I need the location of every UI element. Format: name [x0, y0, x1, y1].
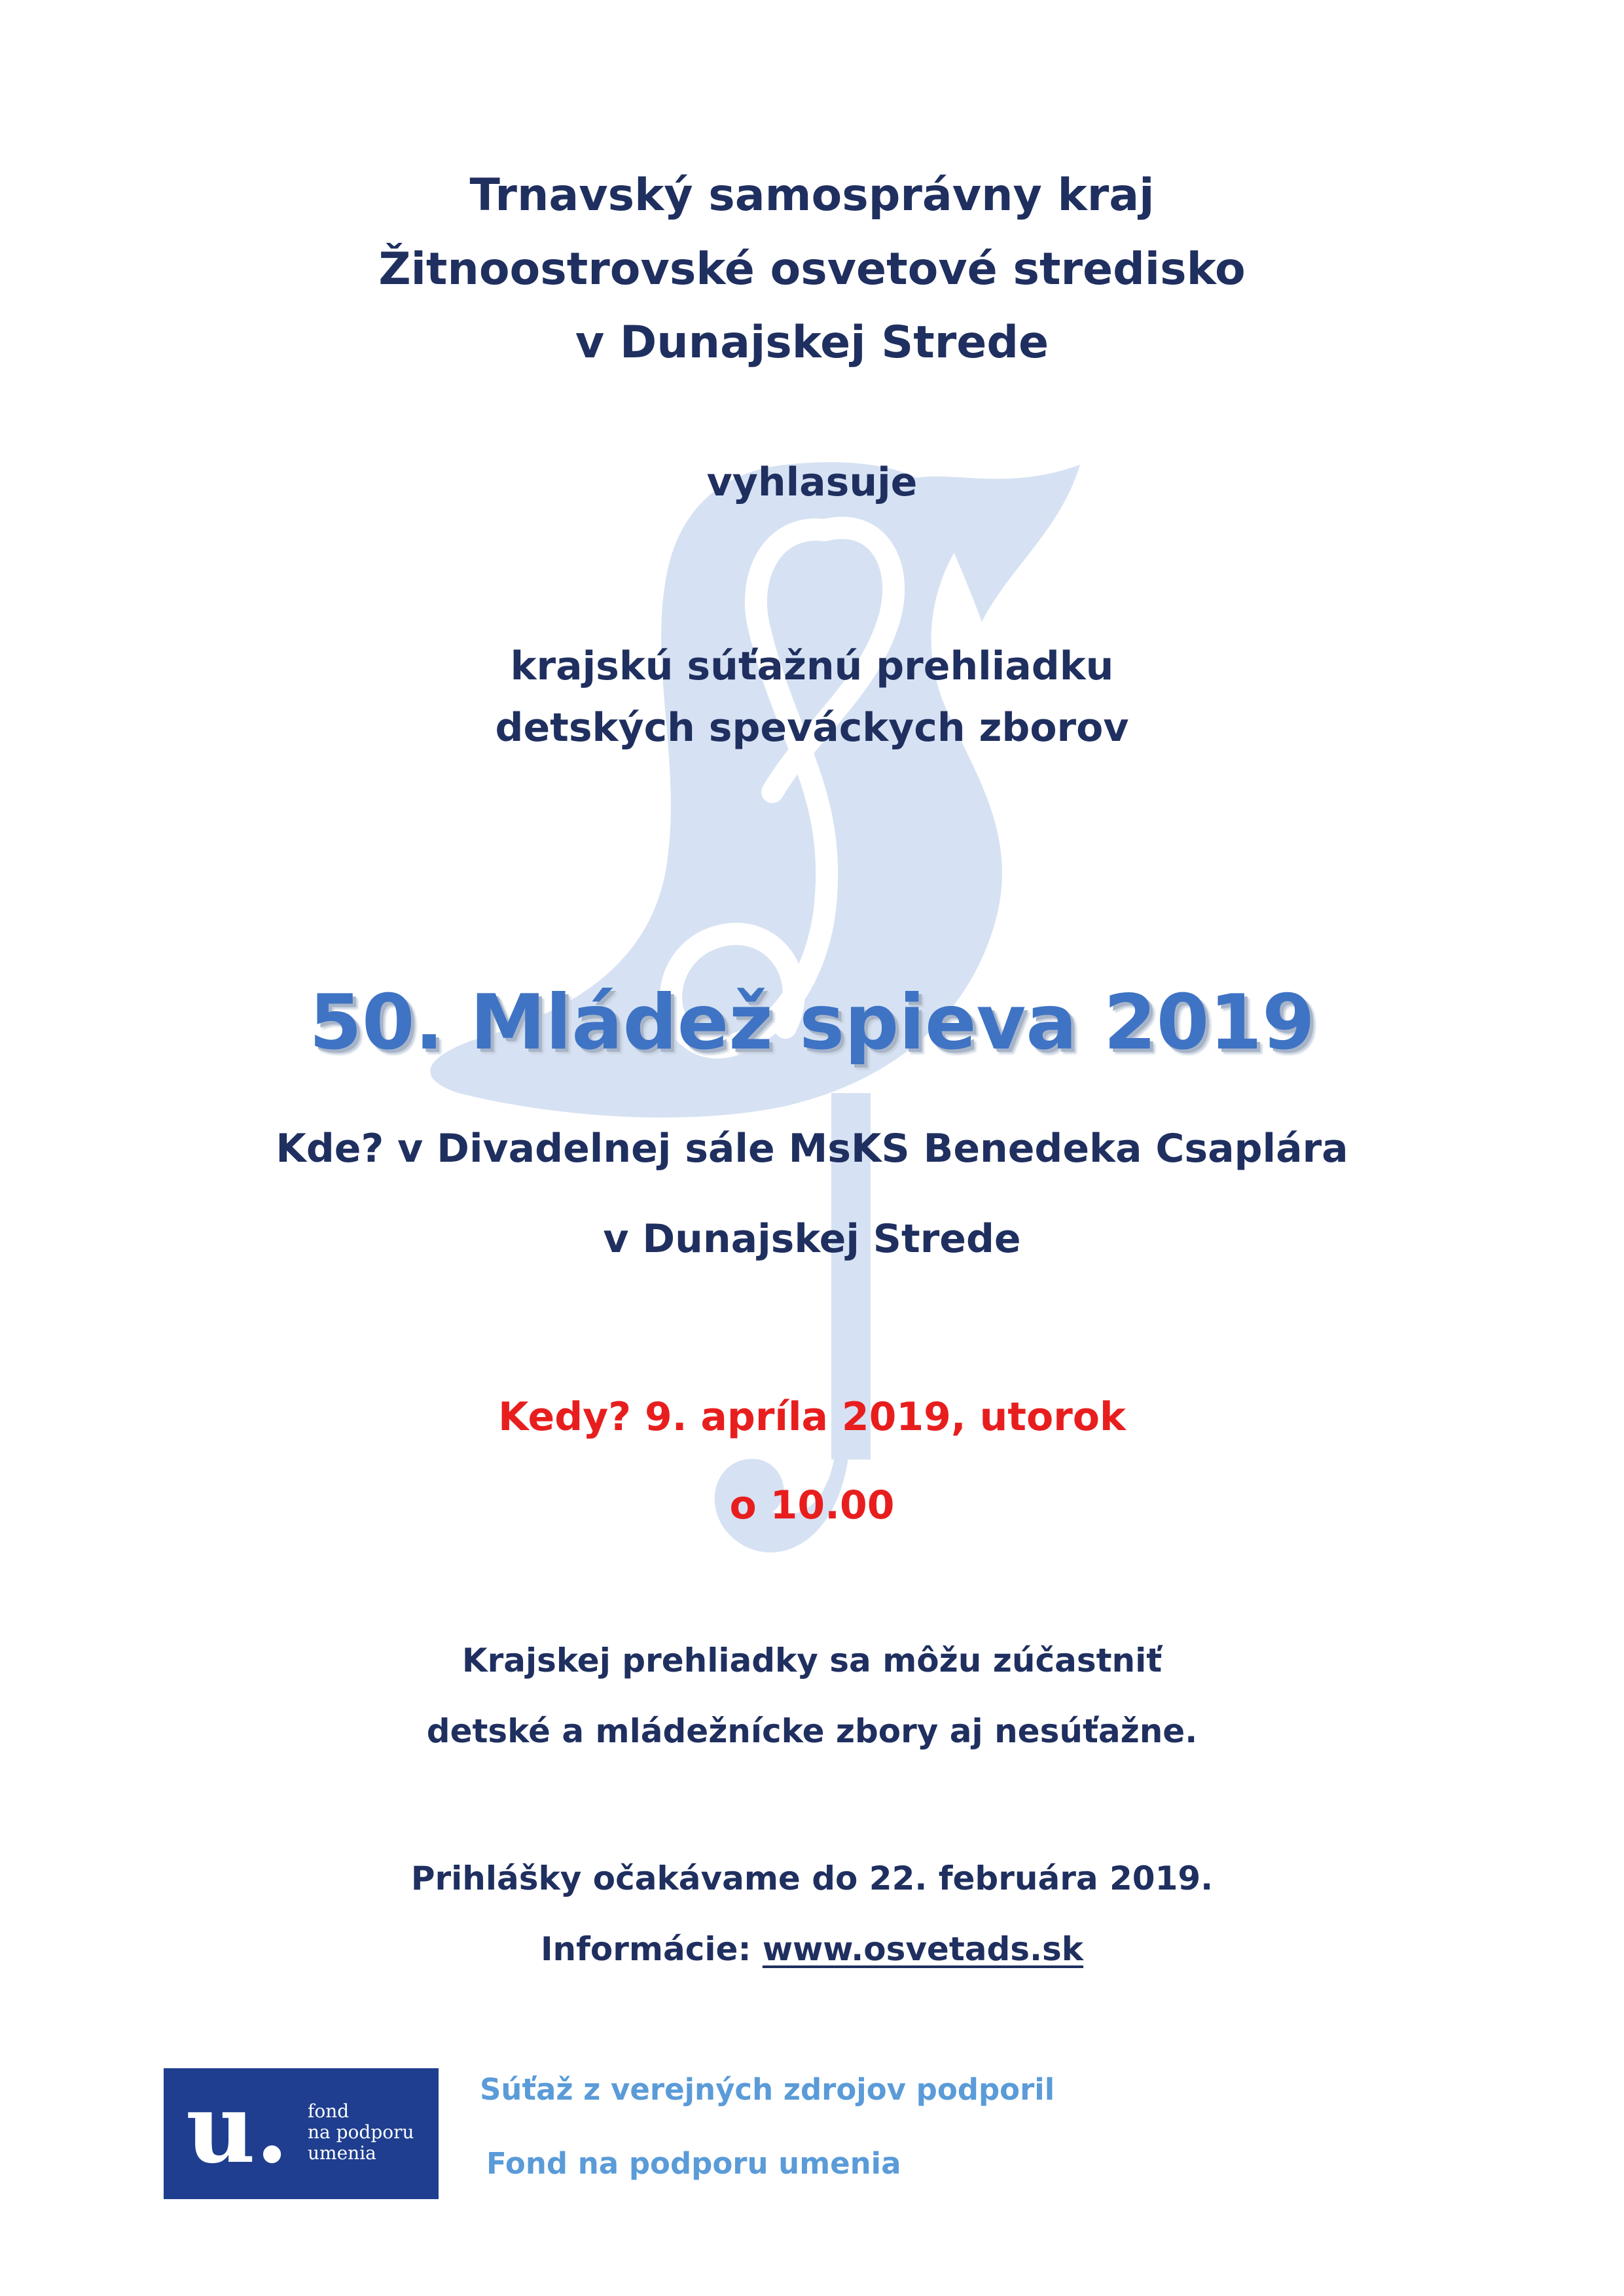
logo-text-line-3: umenia: [308, 2142, 376, 2164]
sponsor-line-1: Súťaž z verejných zdrojov podporil: [480, 2072, 1055, 2107]
event-title: 50. Mládež spieva 2019: [309, 978, 1315, 1067]
logo-text-line-2: na podporu: [308, 2121, 414, 2143]
logo-letter: u.: [186, 2073, 289, 2185]
header-line-2: Žitnoostrovské osvetové stredisko: [378, 243, 1246, 295]
event-when-line-2: o 10.00: [729, 1482, 895, 1528]
sponsor-line-2: Fond na podporu umenia: [486, 2146, 901, 2181]
note-line-2: detské a mládežnícke zbory aj nesúťažne.: [426, 1712, 1198, 1750]
announcement-line-1: krajskú súťažnú prehliadku: [510, 643, 1114, 689]
header-line-3: v Dunajskej Strede: [575, 317, 1049, 368]
info-link[interactable]: www.osvetads.sk: [762, 1930, 1084, 1968]
event-where-line-1: Kde? v Divadelnej sále MsKS Benedeka Csaplára: [276, 1126, 1348, 1172]
fond-logo: [164, 2068, 439, 2199]
registration-deadline: Prihlášky očakávame do 22. februára 2019.: [410, 1859, 1214, 1897]
logo-text: [308, 2101, 414, 2164]
event-where-line-2: v Dunajskej Strede: [603, 1216, 1021, 1262]
info-label: Informácie:: [540, 1930, 763, 1968]
note-line-1: Krajskej prehliadky sa môžu zúčastniť: [461, 1641, 1163, 1679]
logo-text-line-1: fond: [308, 2100, 350, 2122]
announcement-verb: vyhlasuje: [706, 459, 918, 505]
event-when-line-1: Kedy? 9. apríla 2019, utorok: [498, 1394, 1126, 1440]
announcement-line-2: detských speváckych zborov: [495, 705, 1129, 751]
header-line-1: Trnavský samosprávny kraj: [469, 170, 1155, 221]
registration-info: [0, 1930, 1624, 1968]
